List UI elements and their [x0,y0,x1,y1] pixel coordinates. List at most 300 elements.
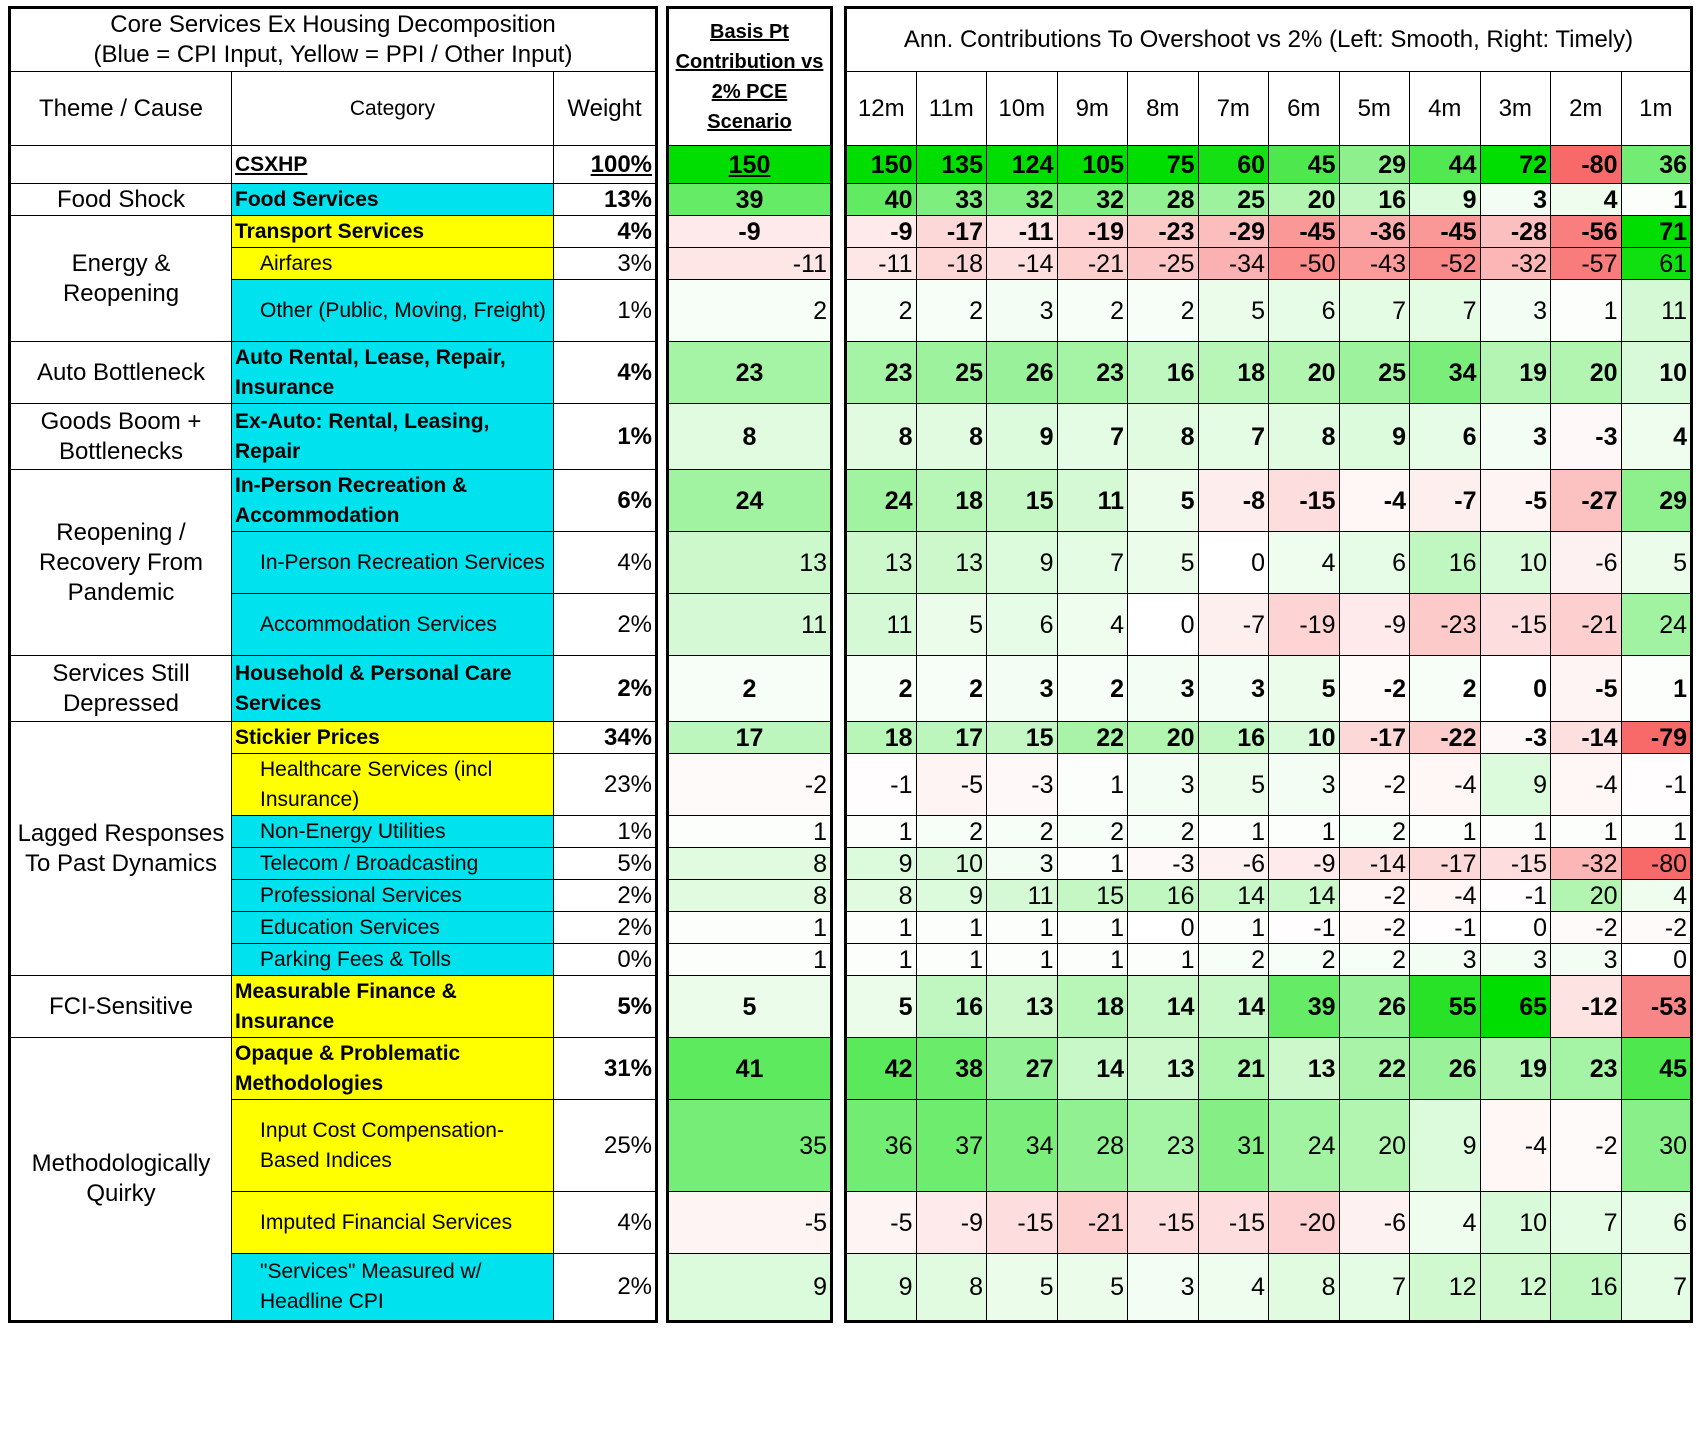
contribution-cell: 3 [1480,944,1551,976]
bp-row [668,146,832,184]
theme-column-header: Theme / Cause [10,72,232,146]
contribution-cell: 8 [846,880,917,912]
contribution-cell: -9 [916,1192,987,1254]
table-row [10,1038,657,1100]
contribution-cell: 18 [1057,976,1128,1038]
contribution-cell: -18 [916,248,987,280]
contribution-cell: 1 [846,944,917,976]
contribution-row [846,1254,1692,1322]
contribution-cell: 1 [1621,656,1692,722]
bp-cell: 17 [668,722,832,754]
contribution-cell: 5 [846,976,917,1038]
contribution-cell: 24 [846,470,917,532]
contribution-row [846,184,1692,216]
contribution-cell: 61 [1621,248,1692,280]
bp-cell: 35 [668,1100,832,1192]
contribution-cell: 28 [1057,1100,1128,1192]
contribution-cell: 23 [1128,1100,1199,1192]
contribution-cell: 2 [1198,944,1269,976]
contribution-cell: 4 [1410,1192,1481,1254]
title-line-2: (Blue = CPI Input, Yellow = PPI / Other Input) [93,41,573,68]
contribution-cell: 15 [987,470,1058,532]
weight-cell: 0% [554,944,657,976]
contribution-cell: 32 [1057,184,1128,216]
table-row [10,342,657,404]
contribution-cell: 5 [1128,470,1199,532]
contribution-cell: 9 [987,404,1058,470]
contribution-row [846,342,1692,404]
contribution-cell: 75 [1128,146,1199,184]
contribution-cell: 5 [916,594,987,656]
weight-cell: 2% [554,594,657,656]
contribution-cell: -1 [846,754,917,816]
left-title-row [10,8,657,72]
contribution-cell: 16 [1551,1254,1622,1322]
contribution-cell: 3 [1128,1254,1199,1322]
category-cell: "Services" Measured w/ Headline CPI [232,1254,554,1322]
category-cell: Education Services [232,912,554,944]
contribution-cell: -7 [1410,470,1481,532]
contribution-cell: -15 [1128,1192,1199,1254]
contribution-cell: 6 [1339,532,1410,594]
table-row [10,656,657,722]
contribution-cell: 20 [1551,880,1622,912]
contribution-cell: -50 [1269,248,1340,280]
bp-cell: 8 [668,880,832,912]
left-column-header-row [10,72,657,146]
contribution-cell: 15 [1057,880,1128,912]
theme-cell: Lagged Responses To Past Dynamics [10,722,232,976]
contribution-cell: 11 [1057,470,1128,532]
contribution-cell: 22 [1339,1038,1410,1100]
contribution-cell: 0 [1198,532,1269,594]
contribution-cell: -21 [1551,594,1622,656]
contribution-cell: 1 [1551,280,1622,342]
contribution-cell: -4 [1339,470,1410,532]
contribution-cell: 1 [1269,816,1340,848]
contribution-cell: -12 [1551,976,1622,1038]
contribution-cell: 7 [1339,1254,1410,1322]
contribution-cell: 2 [1128,816,1199,848]
contribution-cell: 37 [916,1100,987,1192]
bp-row [668,594,832,656]
category-cell: Ex-Auto: Rental, Leasing, Repair [232,404,554,470]
contribution-cell: 5 [1198,280,1269,342]
contribution-cell: 1 [916,912,987,944]
contribution-cell: -4 [1410,754,1481,816]
contribution-cell: 3 [987,656,1058,722]
bp-row [668,880,832,912]
contribution-cell: -5 [846,1192,917,1254]
contribution-cell: 3 [1410,944,1481,976]
bp-cell: 8 [668,848,832,880]
bp-cell: 1 [668,816,832,848]
contribution-cell: 6 [987,594,1058,656]
contribution-cell: 20 [1551,342,1622,404]
bp-row [668,532,832,594]
contribution-cell: -15 [987,1192,1058,1254]
contribution-cell: 39 [1269,976,1340,1038]
category-column-header: Category [232,72,554,146]
contribution-cell: -23 [1128,216,1199,248]
weight-cell: 1% [554,404,657,470]
bp-row [668,216,832,248]
bp-row [668,280,832,342]
category-cell: Transport Services [232,216,554,248]
contribution-cell: -20 [1269,1192,1340,1254]
contribution-cell: -6 [1198,848,1269,880]
period-header-2m: 2m [1551,72,1622,146]
contribution-cell: 9 [1339,404,1410,470]
contribution-cell: 1 [1198,816,1269,848]
category-cell: Telecom / Broadcasting [232,848,554,880]
contribution-cell: 33 [916,184,987,216]
contribution-cell: 3 [1480,280,1551,342]
contribution-cell: 12 [1480,1254,1551,1322]
bp-cell: 24 [668,470,832,532]
period-header-11m: 11m [916,72,987,146]
weight-cell: 34% [554,722,657,754]
contribution-cell: -52 [1410,248,1481,280]
contribution-cell: -22 [1410,722,1481,754]
contribution-cell: 27 [987,1038,1058,1100]
contribution-cell: 11 [1621,280,1692,342]
contribution-cell: 16 [1410,532,1481,594]
contribution-cell: 1 [1057,944,1128,976]
contribution-cell: 20 [1269,342,1340,404]
contribution-cell: 0 [1621,944,1692,976]
contribution-cell: 7 [1057,404,1128,470]
table-row [10,184,657,216]
bp-cell: 5 [668,976,832,1038]
contribution-cell: 18 [846,722,917,754]
contribution-cell: -29 [1198,216,1269,248]
contribution-cell: -1 [1410,912,1481,944]
category-cell: Household & Personal Care Services [232,656,554,722]
contribution-cell: 2 [1128,280,1199,342]
contribution-cell: 5 [1198,754,1269,816]
bp-row [668,1192,832,1254]
contribution-cell: 4 [1057,594,1128,656]
period-header-10m: 10m [987,72,1058,146]
period-header-5m: 5m [1339,72,1410,146]
bp-row [668,722,832,754]
bp-cell: 1 [668,944,832,976]
weight-cell: 1% [554,280,657,342]
theme-cell: Food Shock [10,184,232,216]
contribution-cell: -5 [916,754,987,816]
contribution-cell: 2 [1410,656,1481,722]
contribution-cell: -36 [1339,216,1410,248]
contribution-cell: 29 [1339,146,1410,184]
bp-cell: 23 [668,342,832,404]
weight-cell: 100% [554,146,657,184]
contribution-cell: 25 [1198,184,1269,216]
contribution-cell: 8 [916,1254,987,1322]
category-cell: Measurable Finance & Insurance [232,976,554,1038]
contribution-cell: 26 [987,342,1058,404]
weight-cell: 5% [554,976,657,1038]
theme-cell [10,146,232,184]
title-line-1: Core Services Ex Housing Decomposition [110,11,556,38]
contribution-cell: 29 [1621,470,1692,532]
contribution-cell: 6 [1621,1192,1692,1254]
contribution-cell: 9 [1480,754,1551,816]
contribution-cell: 44 [1410,146,1481,184]
period-header-3m: 3m [1480,72,1551,146]
bp-row [668,944,832,976]
contribution-cell: -5 [1480,470,1551,532]
contribution-cell: 10 [916,848,987,880]
contribution-cell: 4 [1551,184,1622,216]
contribution-cell: -28 [1480,216,1551,248]
contribution-cell: -80 [1551,146,1622,184]
contribution-cell: -2 [1339,656,1410,722]
contribution-cell: 6 [1269,280,1340,342]
contribution-row [846,944,1692,976]
contribution-row [846,848,1692,880]
category-cell: Airfares [232,248,554,280]
contribution-cell: -32 [1551,848,1622,880]
contribution-cell: 12 [1410,1254,1481,1322]
mid-header-row [668,8,832,146]
theme-cell: Methodologically Quirky [10,1038,232,1322]
table-row [10,722,657,754]
contribution-row [846,146,1692,184]
contribution-cell: 22 [1057,722,1128,754]
theme-cell: Reopening / Recovery From Pandemic [10,470,232,656]
bp-row [668,1100,832,1192]
bp-cell: -11 [668,248,832,280]
contribution-cell: 40 [846,184,917,216]
contribution-cell: -4 [1480,1100,1551,1192]
weight-cell: 4% [554,216,657,248]
contribution-cell: -3 [1551,404,1622,470]
contribution-cell: -7 [1198,594,1269,656]
weight-cell: 23% [554,754,657,816]
contribution-cell: -57 [1551,248,1622,280]
bp-row [668,754,832,816]
weight-cell: 1% [554,816,657,848]
weight-cell: 2% [554,880,657,912]
weight-cell: 4% [554,1192,657,1254]
contribution-cell: -1 [1480,880,1551,912]
bp-cell: 41 [668,1038,832,1100]
contribution-cell: 13 [1128,1038,1199,1100]
contribution-cell: 71 [1621,216,1692,248]
contribution-cell: -3 [1480,722,1551,754]
weight-cell: 5% [554,848,657,880]
contribution-cell: 2 [916,656,987,722]
contribution-cell: 16 [1339,184,1410,216]
contribution-cell: 2 [1057,656,1128,722]
contribution-cell: 2 [916,816,987,848]
contribution-cell: 9 [846,848,917,880]
contribution-row [846,880,1692,912]
contribution-cell: -9 [846,216,917,248]
contribution-cell: 72 [1480,146,1551,184]
category-cell: Professional Services [232,880,554,912]
contribution-cell: 65 [1480,976,1551,1038]
contribution-cell: -15 [1480,848,1551,880]
contribution-cell: -23 [1410,594,1481,656]
contribution-cell: 21 [1198,1038,1269,1100]
decomposition-table [8,6,658,1323]
weight-cell: 6% [554,470,657,532]
contribution-cell: 3 [1128,754,1199,816]
contribution-cell: 1 [1057,912,1128,944]
contribution-cell: -2 [1621,912,1692,944]
period-header-9m: 9m [1057,72,1128,146]
contribution-cell: 16 [1198,722,1269,754]
contributions-title: Ann. Contributions To Overshoot vs 2% (Left: Smooth, Right: Timely) [846,8,1692,72]
contribution-row [846,594,1692,656]
contribution-cell: 25 [916,342,987,404]
contribution-cell: 31 [1198,1100,1269,1192]
contribution-cell: 60 [1198,146,1269,184]
period-header-4m: 4m [1410,72,1481,146]
bp-cell: -2 [668,754,832,816]
contribution-cell: -4 [1551,754,1622,816]
contribution-cell: -9 [1269,848,1340,880]
contribution-cell: 150 [846,146,917,184]
theme-cell: Auto Bottleneck [10,342,232,404]
contribution-cell: 15 [987,722,1058,754]
contribution-cell: 10 [1480,1192,1551,1254]
contribution-cell: 1 [1551,816,1622,848]
theme-cell: Services Still Depressed [10,656,232,722]
category-cell: In-Person Recreation Services [232,532,554,594]
table-row [10,404,657,470]
contribution-cell: 1 [1057,848,1128,880]
contribution-row [846,816,1692,848]
contribution-cell: 8 [846,404,917,470]
category-cell: Healthcare Services (incl Insurance) [232,754,554,816]
contribution-cell: -9 [1339,594,1410,656]
contribution-cell: 124 [987,146,1058,184]
contribution-cell: 28 [1128,184,1199,216]
contribution-cell: 9 [1410,1100,1481,1192]
contribution-cell: -14 [987,248,1058,280]
contribution-row [846,912,1692,944]
contribution-cell: 14 [1057,1038,1128,1100]
contribution-cell: -11 [846,248,917,280]
contribution-cell: -2 [1551,1100,1622,1192]
contribution-cell: -43 [1339,248,1410,280]
contribution-cell: 20 [1339,1100,1410,1192]
bp-row [668,1038,832,1100]
weight-cell: 25% [554,1100,657,1192]
contribution-cell: -6 [1339,1192,1410,1254]
contribution-row [846,470,1692,532]
bp-row [668,248,832,280]
contribution-row [846,280,1692,342]
contribution-cell: 45 [1269,146,1340,184]
contribution-cell: 7 [1339,280,1410,342]
theme-cell: Goods Boom + Bottlenecks [10,404,232,470]
bp-cell: 1 [668,912,832,944]
contribution-cell: 3 [1551,944,1622,976]
bp-row [668,912,832,944]
contribution-cell: -32 [1480,248,1551,280]
period-header-6m: 6m [1269,72,1340,146]
contribution-cell: -14 [1339,848,1410,880]
contribution-cell: 1 [1621,816,1692,848]
table-row [10,216,657,248]
contribution-cell: 5 [1128,532,1199,594]
contribution-cell: -15 [1480,594,1551,656]
table-row [10,976,657,1038]
contribution-cell: 7 [1057,532,1128,594]
contribution-cell: 2 [846,656,917,722]
weight-cell: 4% [554,532,657,594]
category-cell: Imputed Financial Services [232,1192,554,1254]
contribution-cell: 16 [916,976,987,1038]
contribution-cell: -15 [1269,470,1340,532]
contribution-cell: -27 [1551,470,1622,532]
contribution-cell: 3 [987,280,1058,342]
period-header-row [846,72,1692,146]
contribution-cell: 10 [1480,532,1551,594]
contribution-cell: -6 [1551,532,1622,594]
contribution-cell: 2 [846,280,917,342]
contribution-cell: 10 [1621,342,1692,404]
bp-cell: -9 [668,216,832,248]
contribution-row [846,404,1692,470]
basis-point-header: Basis Pt Contribution vs 2% PCE Scenario [668,8,832,146]
contribution-row [846,722,1692,754]
category-cell: Input Cost Compensation-Based Indices [232,1100,554,1192]
contribution-cell: 16 [1128,342,1199,404]
contribution-cell: 26 [1339,976,1410,1038]
contribution-cell: 17 [916,722,987,754]
category-cell: Food Services [232,184,554,216]
contribution-cell: -25 [1128,248,1199,280]
contribution-cell: 0 [1128,912,1199,944]
period-header-1m: 1m [1621,72,1692,146]
contribution-cell: 1 [1480,816,1551,848]
theme-cell: Energy & Reopening [10,216,232,342]
contribution-cell: 38 [916,1038,987,1100]
contribution-cell: -4 [1410,880,1481,912]
contribution-cell: 9 [1410,184,1481,216]
contribution-cell: 9 [987,532,1058,594]
bp-row [668,184,832,216]
contribution-cell: 18 [916,470,987,532]
category-cell: Non-Energy Utilities [232,816,554,848]
contribution-cell: 13 [846,532,917,594]
contribution-cell: -11 [987,216,1058,248]
contribution-cell: 2 [987,816,1058,848]
contribution-cell: -2 [1339,754,1410,816]
contribution-row [846,532,1692,594]
contribution-cell: 9 [916,880,987,912]
contribution-cell: 8 [1128,404,1199,470]
contribution-cell: 2 [1339,816,1410,848]
contribution-cell: -3 [987,754,1058,816]
contribution-cell: 1 [987,912,1058,944]
contribution-cell: -21 [1057,1192,1128,1254]
contribution-cell: 1 [846,816,917,848]
bp-cell: 8 [668,404,832,470]
contribution-cell: -1 [1269,912,1340,944]
bp-row [668,816,832,848]
contribution-cell: 25 [1339,342,1410,404]
contribution-cell: 8 [1269,404,1340,470]
weight-cell: 13% [554,184,657,216]
contribution-cell: 24 [1621,594,1692,656]
contribution-cell: 23 [846,342,917,404]
